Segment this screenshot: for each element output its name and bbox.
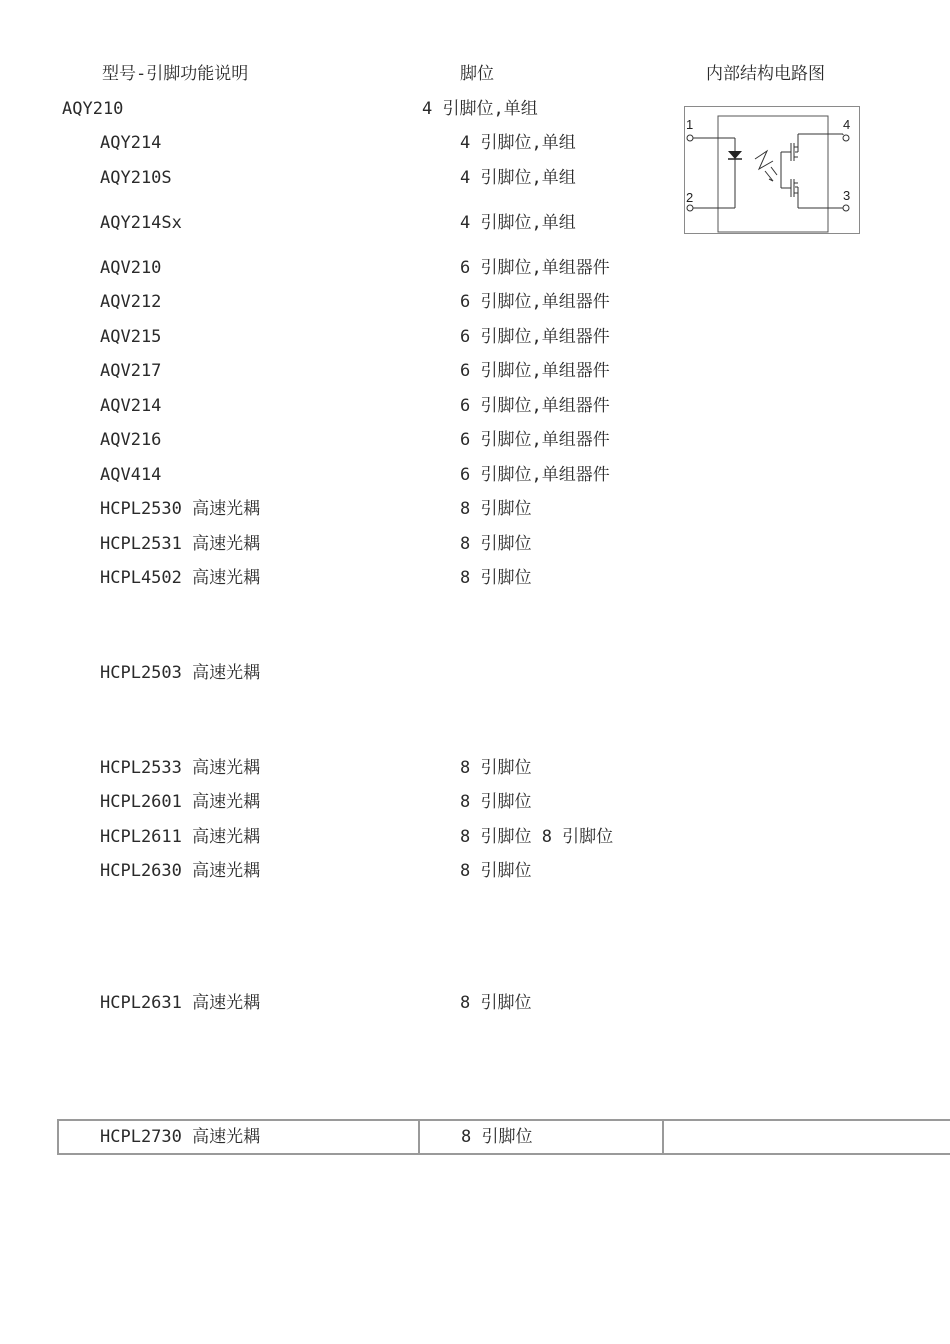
table-cell-diagram [664,1121,950,1153]
model-name: AQV214 [100,396,162,416]
pin-2-label: 2 [686,190,694,205]
model-name: AQV216 [100,430,162,450]
header-pins: 脚位 [460,64,494,84]
model-name: AQY214 [100,133,162,153]
table-row [0,758,950,778]
pin-1-label: 1 [686,117,694,132]
bordered-table [57,1119,950,1155]
table-row [0,861,950,881]
model-name: HCPL2601 高速光耦 [100,792,261,812]
table-row [0,568,950,588]
table-row [0,430,950,450]
pin-4-label: 4 [843,117,851,132]
pin-description: 8 引脚位 [460,534,532,554]
pin-description: 8 引脚位 [460,993,532,1013]
internal-circuit-diagram [684,106,860,234]
model-name: AQV217 [100,361,162,381]
model-name: HCPL2531 高速光耦 [100,534,261,554]
model-name: HCPL2533 高速光耦 [100,758,261,778]
model-name: HCPL2631 高速光耦 [100,993,261,1013]
pin-description: 8 引脚位 8 引脚位 [460,827,614,847]
table-row [0,292,950,312]
photomos-relay-schematic [685,107,859,233]
model-name: HCPL2530 高速光耦 [100,499,261,519]
model-name: HCPL2630 高速光耦 [100,861,261,881]
model-name: AQY210 [62,99,124,119]
table-row [0,663,950,683]
model-name: AQY210S [100,168,172,188]
model-name: AQV414 [100,465,162,485]
table-row [0,792,950,812]
pin-description: 6 引脚位,单组器件 [460,361,610,381]
table-row [0,361,950,381]
model-name: AQY214Sx [100,213,182,233]
table-row [0,258,950,278]
table-row [0,534,950,554]
pin-description: 4 引脚位,单组 [460,133,576,153]
header-circuit-diagram: 内部结构电路图 [706,64,825,84]
pin-3-label: 3 [843,188,851,203]
pin-description: 8 引脚位 [461,1127,533,1147]
pin-description: 8 引脚位 [460,792,532,812]
table-row [0,993,950,1013]
pin-description: 6 引脚位,单组器件 [460,327,610,347]
model-name: AQV215 [100,327,162,347]
table-row [0,327,950,347]
pin-description: 6 引脚位,单组器件 [460,465,610,485]
model-name: HCPL4502 高速光耦 [100,568,261,588]
model-name: AQV212 [100,292,162,312]
model-name: HCPL2611 高速光耦 [100,827,261,847]
pin-description: 4 引脚位,单组 [460,213,576,233]
table-cell-model [59,1121,420,1153]
model-name: HCPL2730 高速光耦 [100,1127,261,1147]
pin-description: 4 引脚位,单组 [422,99,538,119]
pin-description: 8 引脚位 [460,568,532,588]
pin-description: 8 引脚位 [460,758,532,778]
pin-description: 6 引脚位,单组器件 [460,430,610,450]
pin-description: 8 引脚位 [460,499,532,519]
pin-description: 4 引脚位,单组 [460,168,576,188]
table-row [0,396,950,416]
pin-description: 6 引脚位,单组器件 [460,258,610,278]
table-row [0,465,950,485]
model-name: HCPL2503 高速光耦 [100,663,261,683]
table-cell-pins [420,1121,664,1153]
pin-description: 8 引脚位 [460,861,532,881]
model-name: AQV210 [100,258,162,278]
table-row [0,499,950,519]
pin-description: 6 引脚位,单组器件 [460,292,610,312]
header-model-function: 型号-引脚功能说明 [102,64,249,84]
pin-description: 6 引脚位,单组器件 [460,396,610,416]
table-row [0,827,950,847]
